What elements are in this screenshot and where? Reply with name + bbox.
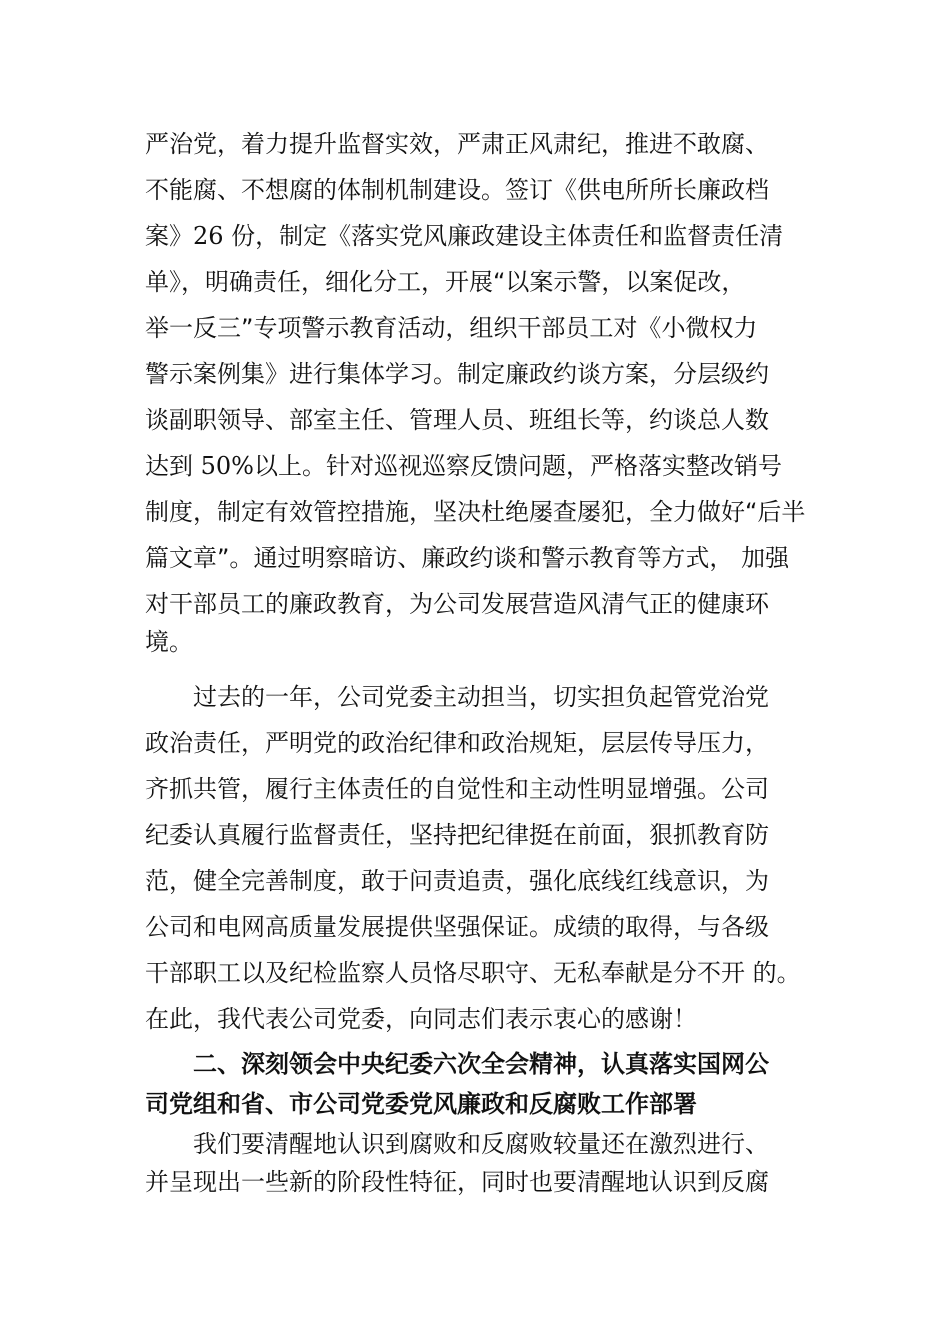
text-line: [145, 588, 769, 620]
text-run: 通过明察暗访、廉政约谈和警示教育等方式， 加强: [253, 544, 790, 572]
text-run: 政治责任，严明党的政治纪律和政治规矩，层层传导压力，: [145, 729, 769, 757]
text-line: [145, 358, 769, 390]
text-run: 谈副职领导、部室主任、管理人员、班组长等，约谈总人数: [145, 406, 769, 434]
text-run: 单》，明确责任，细化分工，开展: [145, 268, 493, 296]
text-line: [145, 404, 769, 436]
text-line: [145, 957, 801, 989]
text-line: [145, 174, 769, 206]
text-run: 签订《供电所所长廉政档: [505, 176, 769, 204]
text-run: 在此，我代表公司党委，向同志们表示衷心的感谢！: [145, 1005, 697, 1033]
text-line: [145, 266, 745, 298]
text-run: 严治党，着力提升监督实效，严肃正风肃纪，推进不敢腐、: [145, 130, 769, 158]
text-line: [193, 681, 769, 713]
text-run: 警示案例集》进行集体学习。: [145, 360, 457, 388]
text-line: [145, 542, 789, 574]
text-line: [145, 128, 769, 160]
text-line: [145, 865, 769, 897]
section-heading: [193, 1048, 769, 1080]
text-line: [145, 773, 769, 805]
text-run: 二、深刻领会中央纪委六次全会精神，认真落实国网公: [193, 1050, 769, 1078]
text-line: [145, 626, 193, 658]
text-line: [145, 727, 769, 759]
text-run: 过去的一年，公司党委主动担当，切实担负起管党治党: [193, 683, 769, 711]
text-run: 齐抓共管，履行主体责任的自觉性和主动性明显增强。公司: [145, 775, 769, 803]
text-line: [145, 450, 782, 482]
text-run: 篇文章”。: [145, 544, 254, 572]
text-run: 制定廉政约谈方案，分层级约: [457, 360, 769, 388]
text-run: 范，健全完善制度，敢于问责追责，强化底线红线意识，为: [145, 867, 769, 895]
text-line: [145, 1003, 697, 1035]
text-line: [145, 819, 769, 851]
text-run: 纪委认真履行监督责任，坚持把纪律挺在前面，狠抓教育防: [145, 821, 769, 849]
text-run: “以案示警，以案促改，: [493, 268, 746, 296]
text-run: 境。: [145, 628, 193, 656]
text-run: 制度，制定有效管控措施，坚决杜绝屡查屡犯，全力做好“后半: [145, 498, 806, 526]
section-heading: [145, 1088, 697, 1120]
text-line: [145, 312, 757, 344]
text-run: 达到 50%以上。针对巡视: [145, 452, 422, 480]
text-run: 干部职工以及纪检监察人员恪尽职守、无私奉献是分不开 的。: [145, 959, 801, 987]
text-run: 我们要清醒地认识到腐败和反腐败较量还在激烈进行、: [193, 1130, 769, 1158]
text-run: 不能腐、不想腐的体制机制建设。: [145, 176, 505, 204]
text-line: [145, 496, 805, 528]
text-run: 公司和电网高质量发展提供坚强保证。成绩的取得，与各级: [145, 913, 769, 941]
text-run: 举一反三”: [145, 314, 254, 342]
text-run: 专项警示教育活动，组织干部员工对《: [253, 314, 662, 342]
text-line: [145, 911, 769, 943]
text-run: 对干部员工的廉政教育，为公司发展营造风清气正的健康环: [145, 590, 769, 618]
text-run: 小微权力: [661, 314, 758, 342]
text-run: 并呈现出一些新的阶段性特征，同时也要清醒地认识到反腐: [145, 1168, 769, 1196]
text-line: [193, 1128, 769, 1160]
text-line: [145, 220, 783, 252]
text-run: 巡察反馈问题，严格落实整改销号: [421, 452, 782, 480]
text-run: 案》26 份，制定《落实党风廉政建设主体责任和监督责任清: [145, 222, 784, 250]
text-run: 司党组和省、市公司党委党风廉政和反腐败工作部署: [145, 1090, 697, 1118]
text-line: [145, 1166, 769, 1198]
